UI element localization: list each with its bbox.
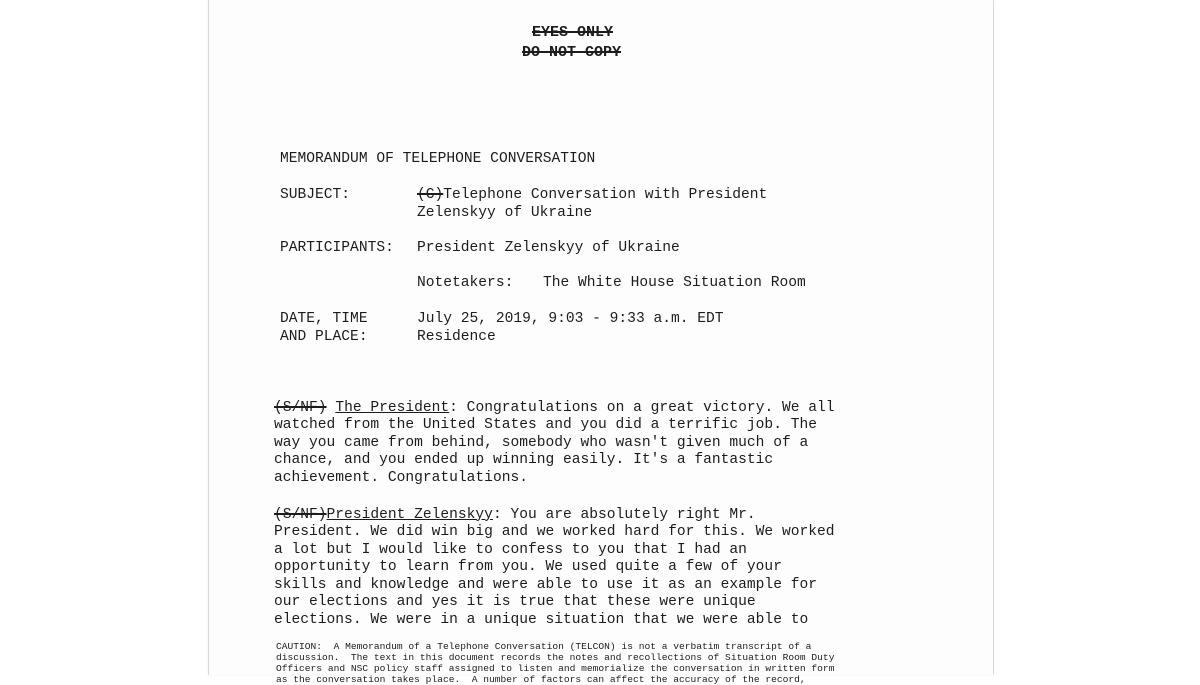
caution-line: discussion. The text in this document records the notes and recollections of Situation Room Duty — [276, 652, 835, 663]
participants-label: PARTICIPANTS: — [280, 240, 394, 256]
date-label-1: DATE, TIME — [280, 311, 368, 327]
paragraph-line: a lot but I would like to confess to you that I had an — [274, 541, 747, 558]
date-value: July 25, 2019, 9:03 - 9:33 a.m. EDT — [417, 311, 724, 327]
paragraph-line: chance, and you ended up winning easily. It's a fantastic — [274, 452, 774, 468]
paragraph-line: watched from the United States and you did a terrific job. The — [274, 417, 817, 433]
date-label-2: AND PLACE: — [280, 329, 368, 345]
paragraph-line: : You are absolutely right Mr. — [492, 506, 756, 523]
place-value: Residence — [417, 329, 496, 345]
transcript-paragraph — [274, 489, 835, 629]
paragraph-line: elections. We were in a unique situation that we were able to — [274, 611, 809, 628]
paragraph-line: opportunity to learn from you. We used quite a few of your — [274, 559, 782, 575]
classification-marking: (C) — [417, 187, 444, 203]
subject-value — [417, 187, 767, 205]
paragraph-line: achievement. Congratulations. — [274, 469, 528, 486]
caution-footer — [276, 630, 834, 685]
classification-marking: (S/NF) — [274, 399, 327, 416]
caution-line: CAUTION: A Memorandum of a Telephone Conversation (TELCON) is not a verbatim transcript of a — [276, 641, 812, 652]
do-not-copy-stamp: DO NOT COPY — [522, 44, 622, 61]
paragraph-line: our elections and yes it is true that these were unique — [274, 594, 756, 610]
caution-line: as the conversation takes place. A number of factors can affect the accuracy of the record, — [276, 674, 806, 685]
caution-line: Officers and NSC policy staff assigned to listen and memorialize the conversation in written form — [276, 663, 835, 674]
subject-line-2: Zelenskyy of Ukraine — [417, 205, 593, 221]
paragraph-line: skills and knowledge and were able to use it as an example for — [274, 576, 817, 593]
eyes-only-stamp: EYES ONLY — [532, 24, 614, 41]
subject-label: SUBJECT: — [280, 187, 351, 203]
subject-line-1: Telephone Conversation with President — [443, 187, 768, 203]
paragraph-line: : Congratulations on a great victory. We all — [449, 399, 835, 416]
classification-marking: (S/NF) — [274, 506, 327, 523]
notetakers-value: The White House Situation Room — [543, 275, 806, 291]
speaker-name: The President — [335, 399, 450, 416]
speaker-name: President Zelenskyy — [326, 506, 493, 523]
transcript-paragraph — [274, 382, 835, 487]
memo-title: MEMORANDUM OF TELEPHONE CONVERSATION — [280, 151, 596, 167]
notetakers-label: Notetakers: — [417, 275, 514, 291]
participants-value: President Zelenskyy of Ukraine — [417, 240, 680, 256]
paragraph-line: President. We did win big and we worked hard for this. We worked — [274, 524, 835, 540]
paragraph-line: way you came from behind, somebody who wasn't given much of a — [274, 434, 809, 451]
